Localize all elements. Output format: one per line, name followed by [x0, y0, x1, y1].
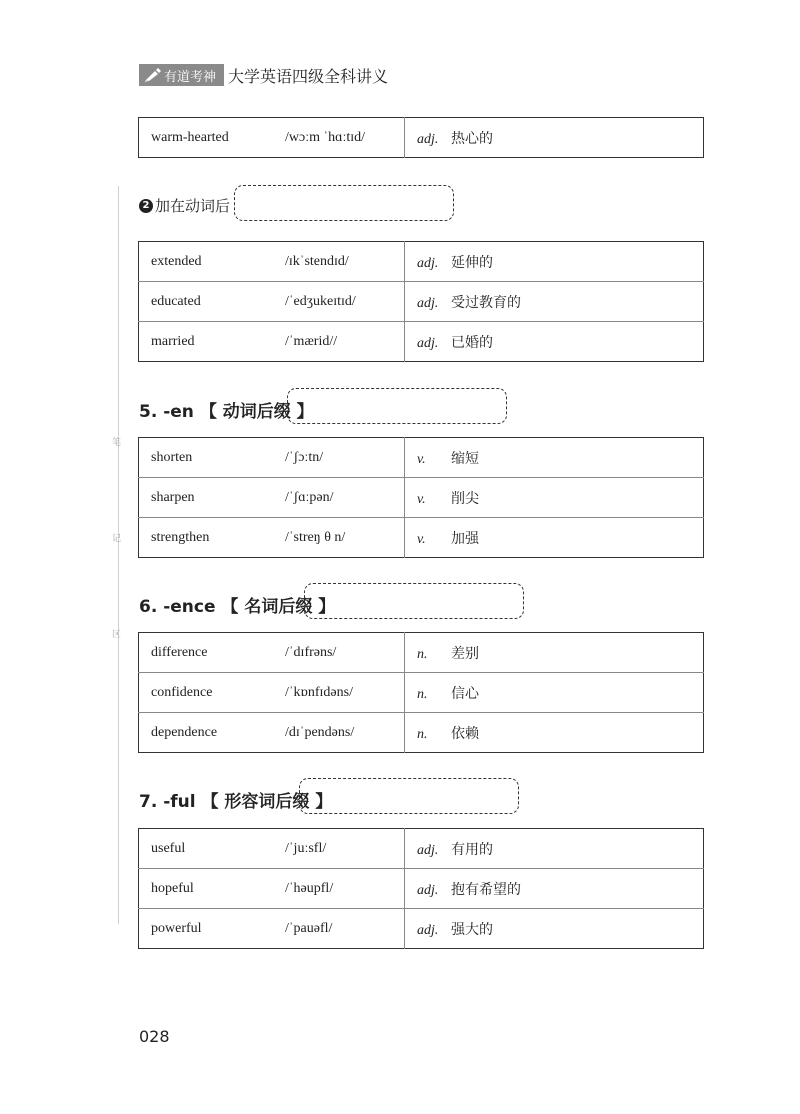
word: strengthen	[151, 529, 210, 545]
vocab-table	[138, 828, 704, 949]
meaning-cell	[405, 633, 704, 673]
part-of-speech: adj.	[417, 255, 439, 271]
table-row	[139, 438, 704, 478]
part-of-speech: n.	[417, 726, 428, 742]
word: confidence	[139, 673, 286, 713]
phonetic: /ɪkˈstendɪd/	[285, 242, 405, 282]
fill-in-box[interactable]	[304, 583, 524, 619]
table-row	[139, 829, 704, 869]
meaning-cell	[405, 869, 704, 909]
part-of-speech: adj.	[417, 335, 439, 351]
note-margin-line	[118, 186, 119, 924]
table-row	[139, 282, 704, 322]
meaning: 信心	[451, 685, 479, 702]
brand-logo	[139, 64, 224, 86]
table-row	[139, 518, 704, 558]
meaning-cell	[405, 322, 704, 362]
meaning-cell	[405, 713, 704, 753]
subheading-text: 加在动词后	[155, 197, 231, 215]
meaning-cell	[405, 118, 704, 158]
phonetic: /ˈpauəfl/	[285, 909, 405, 949]
phonetic: /ˈjuːsfl/	[285, 829, 405, 869]
meaning: 受过教育的	[451, 294, 521, 311]
phonetic: /ˈstreŋ θ n/	[285, 518, 405, 558]
meaning: 延伸的	[451, 254, 493, 271]
meaning-cell	[405, 478, 704, 518]
word: hopeful	[139, 869, 286, 909]
part-of-speech: v.	[417, 451, 426, 467]
word: shorten	[139, 438, 286, 478]
part-of-speech: v.	[417, 491, 426, 507]
section-title: 6. -ence	[139, 597, 216, 617]
word: warm-hearted	[151, 129, 229, 145]
part-of-speech: adj.	[417, 842, 439, 858]
table-row	[139, 478, 704, 518]
meaning: 削尖	[451, 490, 479, 507]
part-of-speech: adj.	[417, 922, 439, 938]
meaning-cell	[405, 909, 704, 949]
margin-char: 记	[112, 534, 122, 544]
meaning: 依赖	[451, 725, 479, 742]
subheading	[139, 195, 230, 216]
meaning-cell	[405, 242, 704, 282]
phonetic: /ˈhəupfl/	[285, 869, 405, 909]
section-title: 5. -en	[139, 402, 194, 422]
part-of-speech: adj.	[417, 882, 439, 898]
meaning-cell	[405, 438, 704, 478]
table-row	[139, 322, 704, 362]
vocab-table	[138, 632, 704, 753]
table-row	[139, 673, 704, 713]
table-row	[139, 118, 704, 158]
part-of-speech: adj.	[417, 131, 439, 147]
margin-char: 区	[112, 630, 122, 640]
phonetic: /ˈkɒnfɪdəns/	[285, 673, 405, 713]
meaning: 热心的	[451, 130, 493, 147]
phonetic: /ˈdɪfrəns/	[285, 633, 405, 673]
part-of-speech: adj.	[417, 295, 439, 311]
fill-in-box[interactable]	[287, 388, 507, 424]
table-row	[139, 869, 704, 909]
meaning: 差别	[451, 645, 479, 662]
logo-text: 有道考神	[164, 69, 217, 85]
meaning: 抱有希望的	[451, 881, 521, 898]
meaning: 有用的	[451, 841, 493, 858]
vocab-table	[138, 241, 704, 362]
section-title: 7. -ful	[139, 792, 196, 812]
phonetic: /ˈedʒukeɪtɪd/	[285, 282, 405, 322]
word: extended	[139, 242, 286, 282]
section-tag: 【 形容词后缀 】	[201, 792, 333, 812]
phonetic: /wɔːm ˈhɑːtɪd/	[285, 118, 405, 158]
circled-number: 2	[139, 199, 153, 213]
vocab-table	[138, 117, 704, 158]
margin-char: 笔	[112, 438, 122, 448]
section-tag: 【 动词后缀 】	[199, 402, 314, 422]
meaning: 缩短	[451, 450, 479, 467]
fill-in-box[interactable]	[299, 778, 519, 814]
vocab-table	[138, 437, 704, 558]
phonetic: /ˈʃɔːtn/	[285, 438, 405, 478]
fill-in-box[interactable]	[234, 185, 454, 221]
meaning: 加强	[451, 530, 479, 547]
meaning-cell	[405, 673, 704, 713]
word: useful	[139, 829, 286, 869]
phonetic: /dɪˈpendəns/	[285, 713, 405, 753]
page-header	[139, 63, 388, 87]
section-tag: 【 名词后缀 】	[221, 597, 336, 617]
table-row	[139, 633, 704, 673]
word: married	[151, 333, 195, 349]
page-number: 028	[139, 1027, 170, 1046]
meaning-cell	[405, 282, 704, 322]
phonetic: /ˈmærid//	[285, 322, 405, 362]
word: sharpen	[139, 478, 286, 518]
part-of-speech: v.	[417, 531, 426, 547]
table-row	[139, 713, 704, 753]
book-title: 大学英语四级全科讲义	[228, 66, 389, 86]
pen-icon	[145, 68, 161, 82]
word: powerful	[151, 920, 202, 936]
table-row	[139, 242, 704, 282]
word: dependence	[151, 724, 218, 740]
word: educated	[139, 282, 286, 322]
table-row	[139, 909, 704, 949]
part-of-speech: n.	[417, 686, 428, 702]
meaning: 已婚的	[451, 334, 493, 351]
part-of-speech: n.	[417, 646, 428, 662]
meaning-cell	[405, 518, 704, 558]
phonetic: /ˈʃɑːpən/	[285, 478, 405, 518]
meaning-cell	[405, 829, 704, 869]
meaning: 强大的	[451, 921, 493, 938]
word: difference	[139, 633, 286, 673]
